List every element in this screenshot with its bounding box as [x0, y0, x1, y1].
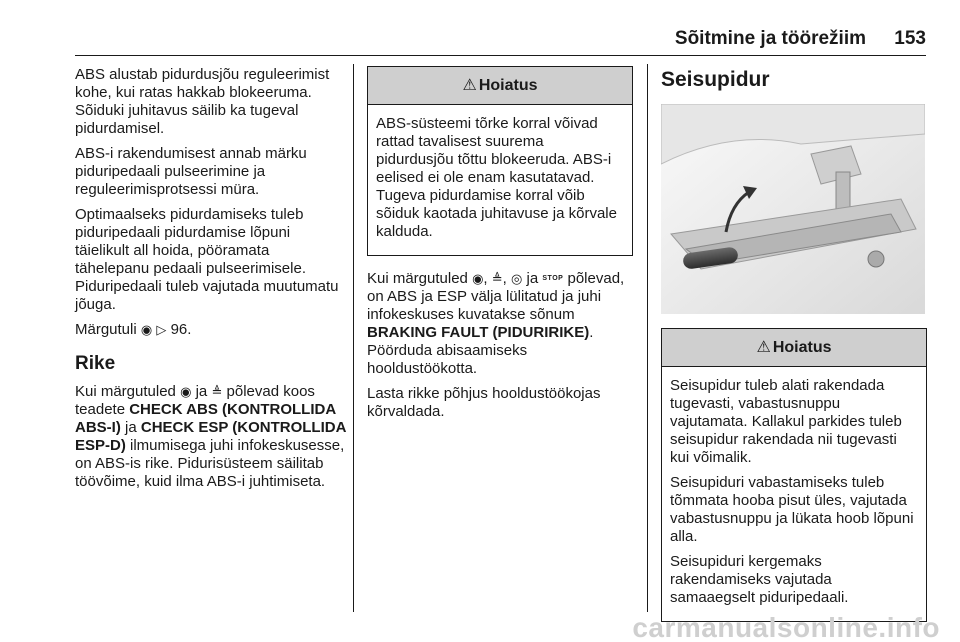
- warning-body: Seisupidur tuleb alati rakendada tugevasti, vabastusnuppu vajutamata. Kallakul parkides tuleb seisupidur rakendada nii tugevasti kui võimalik. Seisupiduri vabastamiseks tuleb tõmmata hooba pisut üles, vajutada vabastusnuppu ja lükata hoob lõpuni alla. Seisupiduri kergemaks rakendamiseks vajutada samaaegselt piduripedaali.: [670, 377, 914, 606]
- section-heading: Rike: [75, 353, 116, 374]
- page-reference-link[interactable]: 96.: [170, 321, 192, 338]
- warning-header: ⚠ Hoiatus: [662, 329, 926, 367]
- paragraph: Kui märgutuled ◉ ja ≜ põlevad koos teadete CHECK ABS (KONTROLLIDA ABS-I) ja CHECK ESP (KONTROLLIDA ESP-D) ilmumisega juhi infokeskusesse, on ABS-is rike. Pidurisüsteem säilitab töövõime, kuid ilma ABS-i juhtimiseta.: [75, 383, 346, 490]
- warning-box: [367, 66, 633, 256]
- page-reference-icon[interactable]: ▷: [156, 322, 167, 337]
- esp-skid-icon: ≜: [491, 271, 503, 286]
- column-middle: [367, 66, 633, 428]
- paragraph: Optimaalseks pidurdamiseks tuleb piduripedaali pidurdamise lõpuni täielikult all hoida, pööramata tähelepanu pedaali pulseerimisele. Piduripedaali tuleb vajutada muutumatu jõuga.: [75, 206, 339, 313]
- paragraph: Kui märgutuled ◉, ≜, ◎ ja STOP põlevad, on ABS ja ESP välja lülitatud ja juhi infokeskuses kuvatakse sõnum BRAKING FAULT (PIDURIRIKE). Pöörduda abisaamiseks hooldustöökotta.: [367, 270, 625, 378]
- brake-warning-icon: ◎: [511, 271, 523, 286]
- paragraph: Märgutuli ◉ ▷ 96.: [75, 321, 192, 338]
- parking-brake-photo: [661, 104, 925, 314]
- column-divider: [647, 64, 648, 612]
- paragraph: Lasta rikke põhjus hooldustöökojas kõrvaldada.: [367, 385, 601, 421]
- column-left: [75, 66, 347, 498]
- chapter-title: Sõitmine ja töörežiim: [674, 28, 866, 49]
- paragraph: ABS-i rakendumisest annab märku piduripedaali pulseerimine ja reguleerimisprotsessi müra.: [75, 145, 307, 198]
- stop-icon: STOP: [542, 275, 564, 283]
- watermark: carmanualsonline.info: [632, 612, 940, 642]
- abs-warning-icon: ◉: [140, 322, 153, 337]
- page-number: 153: [894, 28, 926, 49]
- page-header: [75, 26, 926, 56]
- abs-warning-icon: ◉: [180, 384, 192, 399]
- warning-header: ⚠ Hoiatus: [368, 67, 632, 105]
- section-heading: Seisupidur: [661, 68, 770, 91]
- abs-warning-icon: ◉: [472, 271, 484, 286]
- esp-skid-icon: ≜: [211, 384, 223, 399]
- warning-box: [661, 328, 927, 622]
- parking-brake-illustration: [661, 104, 925, 314]
- paragraph: ABS alustab pidurdusjõu reguleerimist kohe, kui ratas hakkab blokeeruma. Sõiduki juhitavus säilib ka tugeval pidurdamisel.: [75, 66, 330, 137]
- warning-body: ABS-süsteemi tõrke korral võivad rattad tavalisest suurema pidurdusjõu tõttu blokeeruda. ABS-i eelised ei ole enam kasutatavad. Tugeva pidurdamise korral võib sõiduk kaotada juhitavuse ja kõrvale kalduda.: [376, 115, 617, 240]
- warning-triangle-icon: ⚠: [756, 339, 771, 356]
- warning-triangle-icon: ⚠: [462, 77, 477, 94]
- column-divider: [353, 64, 354, 612]
- column-right: [661, 66, 927, 636]
